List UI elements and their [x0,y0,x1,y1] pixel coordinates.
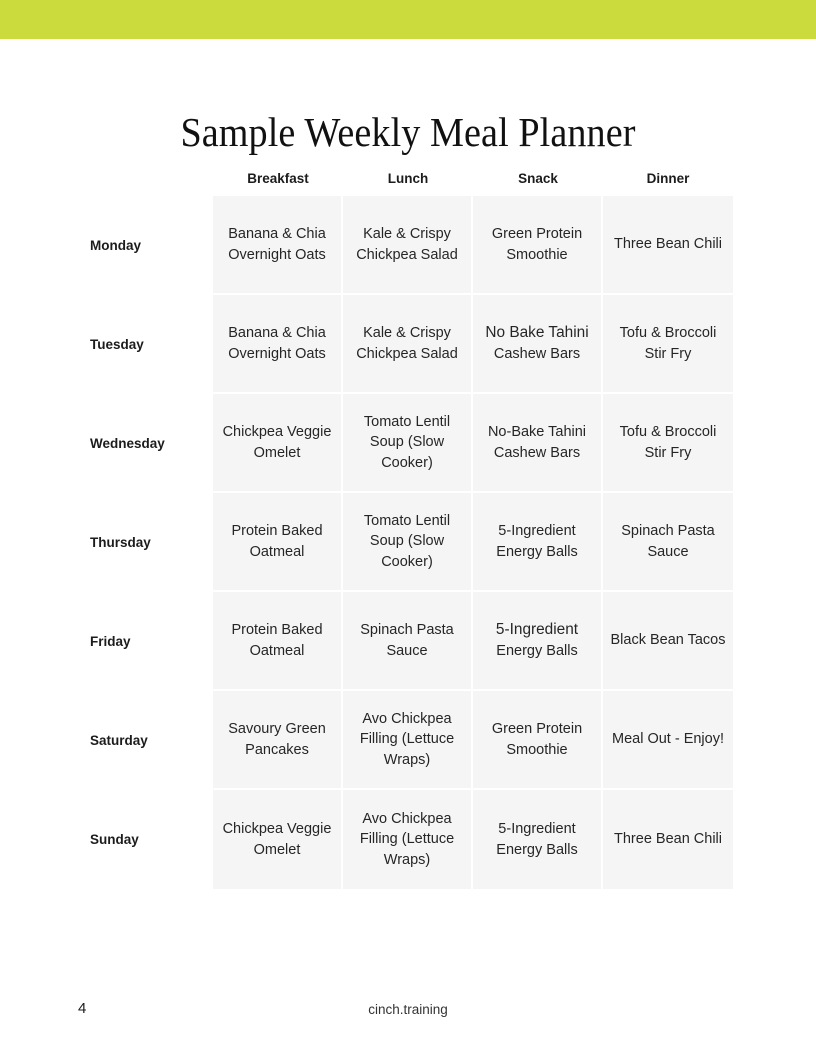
meal-cell-thursday-breakfast: Protein Baked Oatmeal [213,493,343,592]
table-row [68,691,733,790]
meal-cell-friday-lunch: Spinach Pasta Sauce [343,592,473,691]
day-label-sunday: Sunday [68,790,213,889]
meal-cell-saturday-snack: Green Protein Smoothie [473,691,603,790]
table-row [68,394,733,493]
meal-cell-thursday-lunch: Tomato Lentil Soup (Slow Cooker) [343,493,473,592]
table-row [68,196,733,295]
meal-cell-monday-lunch: Kale & Crispy Chickpea Salad [343,196,473,295]
top-accent-bar [0,0,816,39]
meal-text-line: No Bake Tahini [485,324,589,342]
column-header-breakfast: Breakfast [247,171,309,186]
day-label-monday: Monday [68,196,213,295]
meal-planner-table [68,160,733,889]
meal-cell-sunday-breakfast: Chickpea Veggie Omelet [213,790,343,889]
meal-cell-saturday-breakfast: Savoury Green Pancakes [213,691,343,790]
day-label-saturday: Saturday [68,691,213,790]
meal-cell-saturday-dinner: Meal Out - Enjoy! [603,691,733,790]
day-label-wednesday: Wednesday [68,394,213,493]
meal-cell-tuesday-breakfast: Banana & Chia Overnight Oats [213,295,343,394]
meal-cell-wednesday-snack: No-Bake Tahini Cashew Bars [473,394,603,493]
meal-cell-monday-breakfast: Banana & Chia Overnight Oats [213,196,343,295]
table-row [68,790,733,889]
column-header-day [68,160,213,196]
meal-cell-tuesday-snack [473,295,603,394]
meal-cell-thursday-dinner: Spinach Pasta Sauce [603,493,733,592]
day-label-friday: Friday [68,592,213,691]
day-label-thursday: Thursday [68,493,213,592]
meal-cell-monday-dinner: Three Bean Chili [603,196,733,295]
table-header-row [68,160,733,196]
meal-cell-tuesday-dinner: Tofu & Broccoli Stir Fry [603,295,733,394]
meal-cell-friday-snack [473,592,603,691]
meal-cell-sunday-dinner: Three Bean Chili [603,790,733,889]
meal-text-line: Energy Balls [496,643,578,660]
table-row [68,493,733,592]
page-title: Sample Weekly Meal Planner [180,109,636,156]
column-header-snack: Snack [518,171,558,186]
column-header-dinner: Dinner [646,171,690,186]
day-label-tuesday: Tuesday [68,295,213,394]
meal-text-line: 5-Ingredient [495,621,579,639]
column-header-lunch: Lunch [387,171,429,186]
meal-cell-sunday-snack: 5-Ingredient Energy Balls [473,790,603,889]
page-number: 4 [78,1000,87,1017]
meal-cell-wednesday-lunch: Tomato Lentil Soup (Slow Cooker) [343,394,473,493]
meal-cell-friday-dinner: Black Bean Tacos [603,592,733,691]
meal-cell-wednesday-breakfast: Chickpea Veggie Omelet [213,394,343,493]
meal-cell-thursday-snack: 5-Ingredient Energy Balls [473,493,603,592]
meal-cell-saturday-lunch: Avo Chickpea Filling (Lettuce Wraps) [343,691,473,790]
meal-cell-wednesday-dinner: Tofu & Broccoli Stir Fry [603,394,733,493]
meal-cell-sunday-lunch: Avo Chickpea Filling (Lettuce Wraps) [343,790,473,889]
meal-cell-friday-breakfast: Protein Baked Oatmeal [213,592,343,691]
footer-site-label: cinch.training [368,1002,448,1017]
meal-text-line: Cashew Bars [493,346,581,363]
table-row [68,592,733,691]
meal-cell-monday-snack: Green Protein Smoothie [473,196,603,295]
table-row [68,295,733,394]
meal-cell-tuesday-lunch: Kale & Crispy Chickpea Salad [343,295,473,394]
page-footer [0,1000,816,1024]
